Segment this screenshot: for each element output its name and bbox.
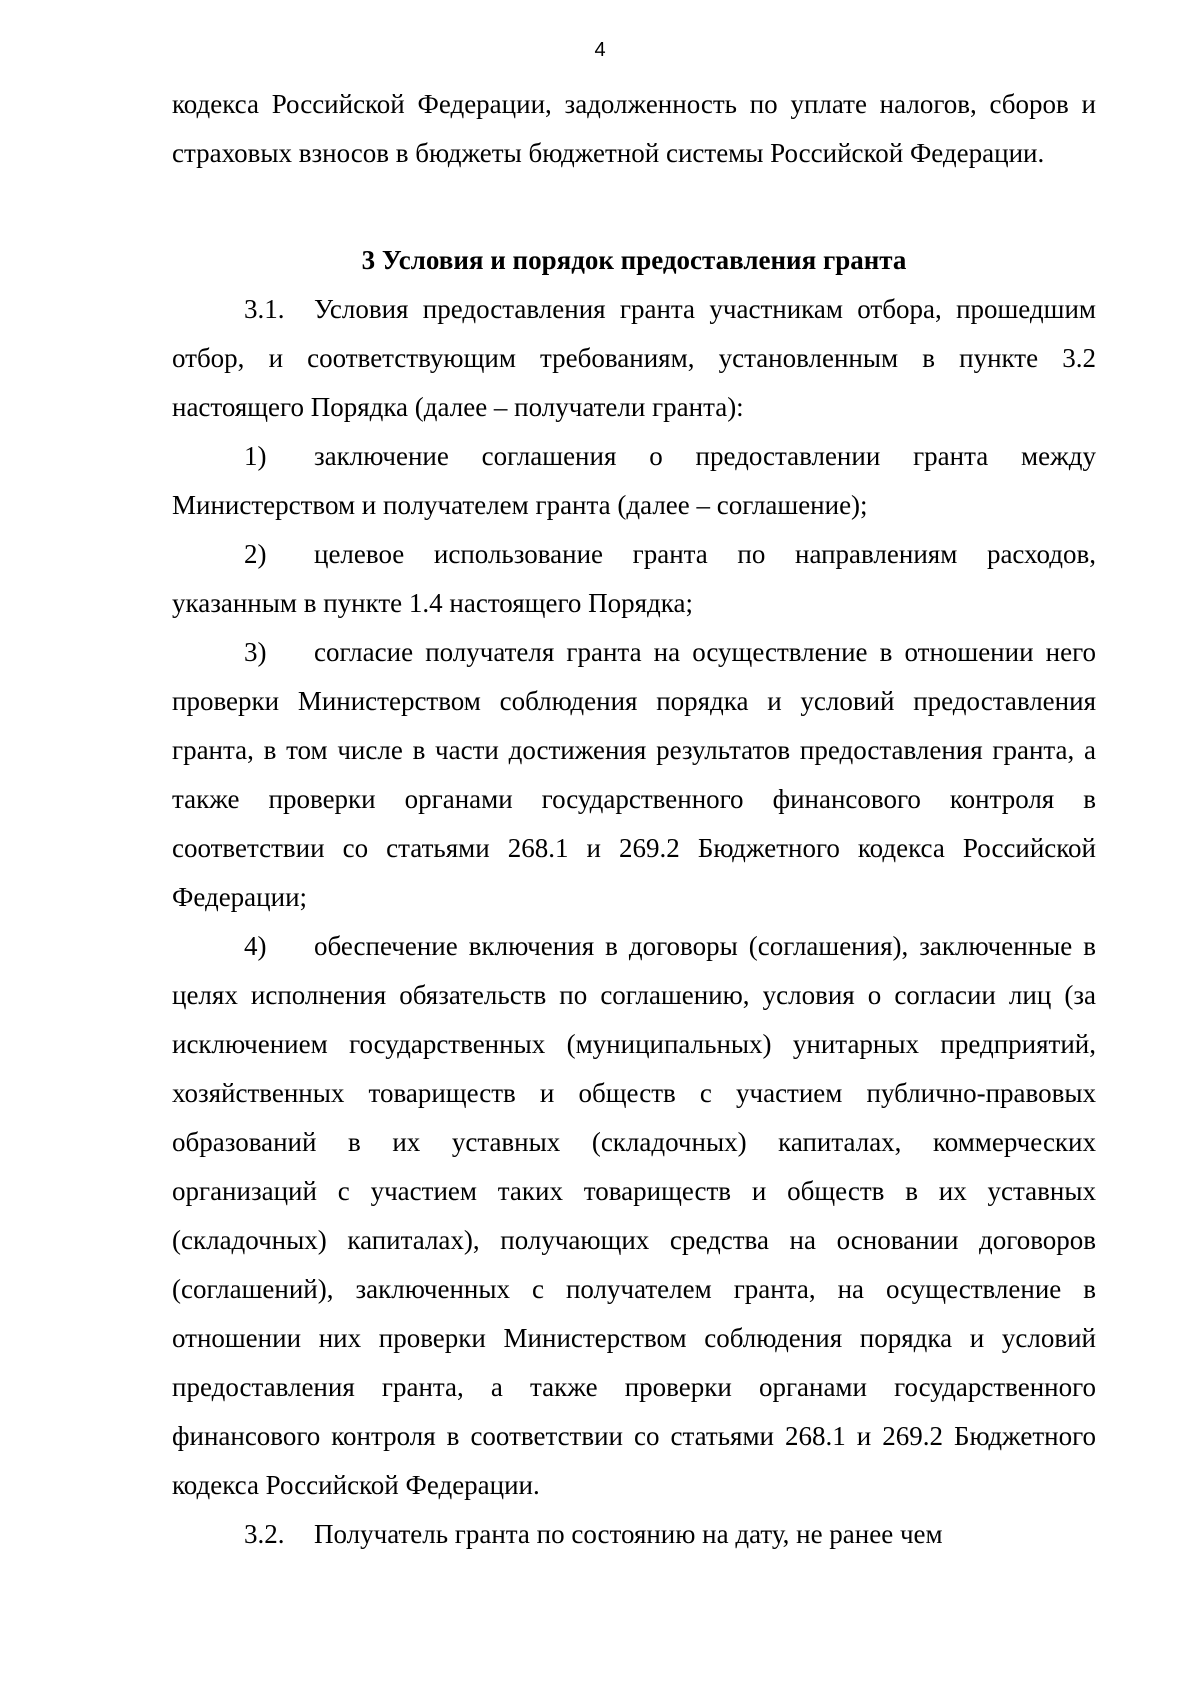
- list-item-number: 2): [244, 539, 267, 569]
- list-item-number: 3): [244, 637, 267, 667]
- list-item-text: заключение соглашения о предоставлении гранта между Министерством и получателем гранта (далее – соглашение);: [172, 441, 1096, 520]
- list-item-text: обеспечение включения в договоры (соглашения), заключенные в целях исполнения обязательств по соглашению, условия о согласии лиц (за исключением государственных (муниципальных) унитарных предприятий, хозяйственных товариществ и обществ с участием публично-правовых образований в их уставных (складочных) капиталах, коммерческих организаций с участием таких товариществ и обществ в их уставных (складочных) капиталах), получающих средства на основании договоров (соглашений), заключенных с получателем гранта, на осуществление в отношении них проверки Министерством соблюдения порядка и условий предоставления гранта, а также проверки органами государственного финансового контроля в соответствии со статьями 268.1 и 269.2 Бюджетного кодекса Российской Федерации.: [172, 931, 1096, 1500]
- list-item: [172, 432, 1096, 530]
- clause-3-1: [172, 285, 1096, 432]
- list-item-text: целевое использование гранта по направлениям расходов, указанным в пункте 1.4 настоящего Порядка;: [172, 539, 1096, 618]
- list-item: [172, 530, 1096, 628]
- document-body: [172, 80, 1096, 1559]
- clause-3-1-text: Условия предоставления гранта участникам отбора, прошедшим отбор, и соответствующим требованиям, установленным в пункте 3.2 настоящего Порядка (далее – получатели гранта):: [172, 294, 1096, 422]
- intro-paragraph: кодекса Российской Федерации, задолженность по уплате налогов, сборов и страховых взносов в бюджеты бюджетной системы Российской Федерации.: [172, 89, 1096, 168]
- list-item: [172, 922, 1096, 1510]
- page-number: 4: [594, 39, 606, 61]
- clause-3-1-number: 3.1.: [244, 294, 285, 324]
- list-item: [172, 628, 1096, 922]
- clause-3-2-number: 3.2.: [244, 1519, 285, 1549]
- list-item-number: 1): [244, 441, 267, 471]
- list-item-text: согласие получателя гранта на осуществление в отношении него проверки Министерством соблюдения порядка и условий предоставления гранта, в том числе в части достижения результатов предоставления гранта, а также проверки органами государственного финансового контроля в соответствии со статьями 268.1 и 269.2 Бюджетного кодекса Российской Федерации;: [172, 637, 1096, 912]
- section-heading: 3 Условия и порядок предоставления гранта: [361, 245, 907, 275]
- clause-3-2-text: Получатель гранта по состоянию на дату, не ранее чем: [314, 1519, 943, 1549]
- list-item-number: 4): [244, 931, 267, 961]
- clause-3-2: [172, 1510, 1096, 1559]
